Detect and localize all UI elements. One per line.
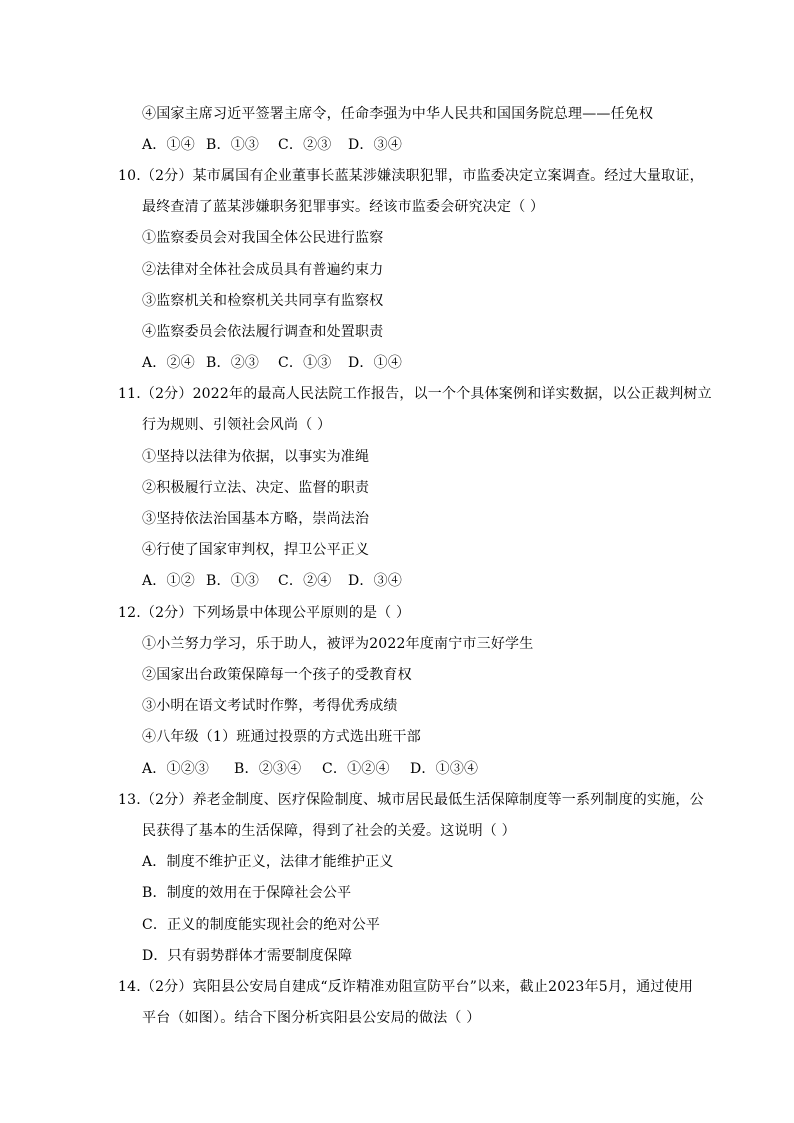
- answer-choice: D．①③④: [410, 761, 479, 777]
- option-line: ①监察委员会对我国全体公民进行监察: [142, 230, 384, 246]
- option-line: ①坚持以法律为依据，以事实为准绳: [142, 449, 370, 465]
- option-line: ③坚持依法治国基本方略，崇尚法治: [142, 511, 370, 527]
- question-stem-continued: 民获得了基本的生活保障，得到了社会的关爱。这说明（ ）: [142, 823, 516, 839]
- answer-choice: C．①②④: [322, 761, 390, 777]
- question-stem: 10.（2分）某市属国有企业董事长蓝某涉嫌渎职犯罪，市监委决定立案调查。经过大量取证，: [118, 168, 704, 184]
- answer-choice: D．①④: [348, 355, 403, 371]
- answer-choices: [142, 571, 418, 591]
- answer-choice: C．②④: [278, 573, 332, 589]
- question-stem: 12.（2分）下列场景中体现公平原则的是（ ）: [118, 605, 411, 621]
- answer-choice: A．①④: [142, 137, 195, 153]
- answer-choice: A．①②③: [142, 761, 210, 777]
- option-line: ③监察机关和检察机关共同享有监察权: [142, 293, 384, 309]
- question-stem-continued: 行为规则、引领社会风尚（ ）: [142, 417, 332, 433]
- option-line: B．制度的效用在于保障社会公平: [142, 885, 352, 901]
- option-line: C．正义的制度能实现社会的绝对公平: [142, 917, 381, 933]
- answer-choice: A．①②: [142, 573, 195, 589]
- option-line: ④八年级（1）班通过投票的方式选出班干部: [142, 729, 421, 745]
- answer-choices: [142, 135, 418, 155]
- option-line: A．制度不维护正义，法律才能维护正义: [142, 854, 394, 870]
- answer-choice: C．②③: [278, 137, 332, 153]
- answer-choice: D．③④: [348, 137, 403, 153]
- answer-choice: B．①③: [206, 573, 260, 589]
- option-line: ④国家主席习近平签署主席令，任命李强为中华人民共和国国务院总理——任免权: [142, 106, 654, 122]
- option-line: ③小明在语文考试时作弊，考得优秀成绩: [142, 698, 398, 714]
- answer-choices: [142, 759, 498, 779]
- option-line: ①小兰努力学习，乐于助人，被评为2022年度南宁市三好学生: [142, 636, 534, 652]
- question-stem: 13.（2分）养老金制度、医疗保险制度、城市居民最低生活保障制度等一系列制度的实施，公: [118, 792, 704, 808]
- answer-choices: [142, 353, 418, 373]
- option-line: ④监察委员会依法履行调查和处置职责: [142, 324, 384, 340]
- option-line: ②国家出台政策保障每一个孩子的受教育权: [142, 667, 412, 683]
- question-stem-continued: 最终查清了蓝某涉嫌职务犯罪事实。经该市监委会研究决定（ ）: [142, 199, 545, 215]
- question-stem: 14.（2分）宾阳县公安局自建成“反诈精准劝阻宣防平台”以来，截止2023年5月，通过使用: [118, 979, 694, 995]
- question-stem-continued: 平台（如图）。结合下图分析宾阳县公安局的做法（ ）: [142, 1010, 481, 1026]
- answer-choice: B．②③: [206, 355, 260, 371]
- option-line: ④行使了国家审判权，捍卫公平正义: [142, 542, 370, 558]
- answer-choice: B．②③④: [234, 761, 302, 777]
- question-stem: 11.（2分）2022年的最高人民法院工作报告，以一个个具体案例和详实数据，以公正裁判树立: [118, 386, 712, 402]
- answer-choice: B．①③: [206, 137, 260, 153]
- option-line: ②积极履行立法、决定、监督的职责: [142, 480, 370, 496]
- answer-choice: C．①③: [278, 355, 332, 371]
- option-line: ②法律对全体社会成员具有普遍约束力: [142, 262, 384, 278]
- answer-choice: A．②④: [142, 355, 195, 371]
- option-line: D．只有弱势群体才需要制度保障: [142, 948, 353, 964]
- answer-choice: D．③④: [348, 573, 403, 589]
